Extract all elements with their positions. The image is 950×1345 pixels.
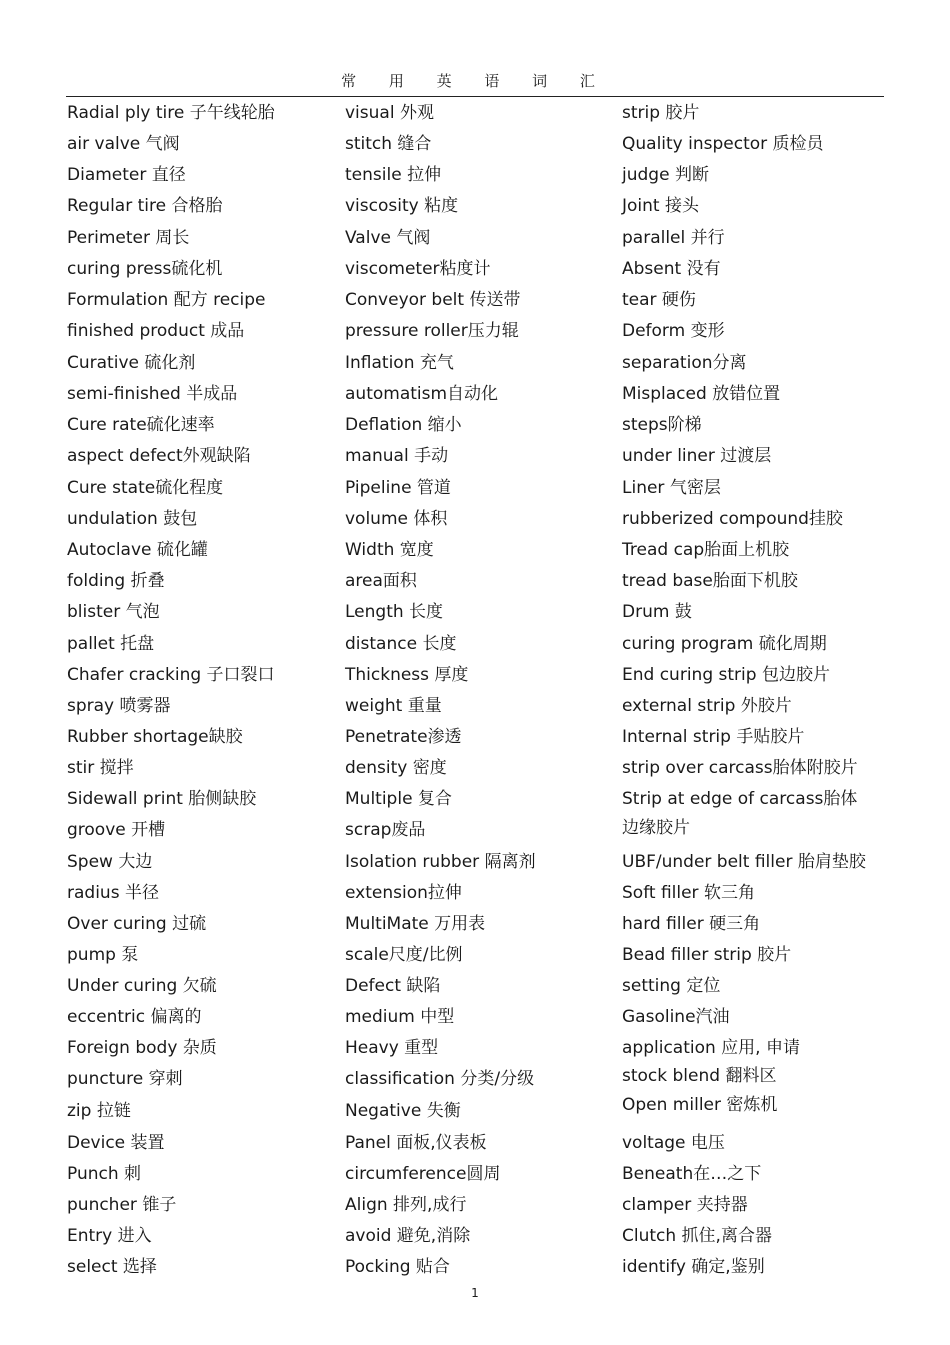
vocab-entry: Strip at edge of carcass胎体边缘胶片	[622, 789, 858, 838]
vocab-entry: tear 硬伤	[622, 290, 696, 310]
vocab-entry: Clutch 抓住,离合器	[622, 1226, 772, 1246]
vocab-entry: Under curing 欠硫	[67, 976, 217, 996]
vocab-entry: steps阶梯	[622, 415, 702, 435]
vocab-entry: Heavy 重型	[345, 1038, 439, 1058]
vocab-entry: aspect defect外观缺陷	[67, 446, 251, 466]
vocab-entry: Spew 大边	[67, 852, 153, 872]
vocab-entry: Inflation 充气	[345, 353, 454, 373]
vocab-entry: viscometer粘度计	[345, 259, 491, 279]
vocab-entry: stock blend 翻料区	[622, 1066, 777, 1086]
vocab-entry: Align 排列,成行	[345, 1195, 467, 1215]
vocab-entry: Bead filler strip 胶片	[622, 945, 792, 965]
vocab-entry: UBF/under belt filler 胎肩垫胶	[622, 852, 866, 872]
vocab-entry: external strip 外胶片	[622, 696, 792, 716]
vocab-entry: Perimeter 周长	[67, 228, 190, 248]
vocab-entry: Thickness 厚度	[345, 665, 469, 685]
vocab-entry: Over curing 过硫	[67, 914, 207, 934]
vocab-entry: weight 重量	[345, 696, 442, 716]
vocab-entry: groove 开槽	[67, 820, 166, 840]
vocab-entry: Length 长度	[345, 602, 444, 622]
vocab-entry: Isolation rubber 隔离剂	[345, 852, 536, 872]
vocab-entry: density 密度	[345, 758, 447, 778]
vocab-entry: MultiMate 万用表	[345, 914, 486, 934]
vocab-entry: spray 喷雾器	[67, 696, 171, 716]
vocab-entry: extension拉伸	[345, 883, 462, 903]
vocab-entry: undulation 鼓包	[67, 509, 198, 529]
vocab-entry: volume 体积	[345, 509, 448, 529]
vocab-entry: stitch 缝合	[345, 134, 432, 154]
vocab-entry: parallel 并行	[622, 228, 725, 248]
vocab-entry: separation分离	[622, 353, 747, 373]
vocab-entry: puncher 锥子	[67, 1195, 177, 1215]
vocab-entry: Valve 气阀	[345, 228, 431, 248]
vocab-entry: medium 中型	[345, 1007, 455, 1027]
vocab-entry: stir 搅拌	[67, 758, 134, 778]
page-number: 1	[471, 1286, 479, 1300]
vocab-entry: Deflation 缩小	[345, 415, 462, 435]
vocab-entry: Entry 进入	[67, 1226, 152, 1246]
vocab-entry: Formulation 配方 recipe	[67, 290, 266, 310]
vocab-entry: Penetrate渗透	[345, 727, 462, 747]
header-rule	[66, 96, 884, 97]
vocab-entry: Tread cap胎面上机胶	[622, 540, 790, 560]
vocab-entry: Autoclave 硫化罐	[67, 540, 208, 560]
vocab-entry: scale尺度/比例	[345, 945, 463, 965]
vocab-entry: Width 宽度	[345, 540, 434, 560]
vocab-entry: Internal strip 手贴胶片	[622, 727, 805, 747]
vocab-entry: distance 长度	[345, 634, 457, 654]
vocab-entry: semi-finished 半成品	[67, 384, 238, 404]
vocab-entry: Cure state硫化程度	[67, 478, 224, 498]
vocab-entry: radius 半径	[67, 883, 159, 903]
vocab-entry: select 选择	[67, 1257, 157, 1277]
vocab-entry: Open miller 密炼机	[622, 1095, 778, 1115]
vocab-entry: Chafer cracking 子口裂口	[67, 665, 275, 685]
vocab-entry: identify 确定,鉴别	[622, 1257, 765, 1277]
vocab-entry: strip 胶片	[622, 103, 700, 123]
vocab-entry: eccentric 偏离的	[67, 1007, 202, 1027]
vocab-entry: pump 泵	[67, 945, 139, 965]
vocab-entry: Drum 鼓	[622, 602, 692, 622]
vocab-entry: Liner 气密层	[622, 478, 721, 498]
vocab-entry: puncture 穿刺	[67, 1069, 183, 1089]
vocab-entry: tensile 拉伸	[345, 165, 442, 185]
vocab-entry: Sidewall print 胎侧缺胶	[67, 789, 257, 809]
page-header-title: 常 用 英 语 词 汇	[341, 72, 609, 90]
vocab-entry: circumference圆周	[345, 1164, 501, 1184]
vocab-entry: area面积	[345, 571, 417, 591]
vocab-entry: viscosity 粘度	[345, 196, 459, 216]
vocab-entry: Punch 刺	[67, 1164, 142, 1184]
vocab-entry: Deform 变形	[622, 321, 725, 341]
vocab-entry: Absent 没有	[622, 259, 721, 279]
vocab-entry: finished product 成品	[67, 321, 245, 341]
vocab-entry: pallet 托盘	[67, 634, 155, 654]
vocab-entry: Diameter 直径	[67, 165, 186, 185]
vocab-entry: application 应用, 申请	[622, 1038, 800, 1058]
vocab-entry: Joint 接头	[622, 196, 699, 216]
vocab-entry: under liner 过渡层	[622, 446, 772, 466]
vocab-entry: End curing strip 包边胶片	[622, 665, 830, 685]
vocab-entry: curing program 硫化周期	[622, 634, 827, 654]
vocab-entry: Negative 失衡	[345, 1101, 461, 1121]
vocab-entry: automatism自动化	[345, 384, 499, 404]
vocab-entry: pressure roller压力辊	[345, 321, 519, 341]
vocab-entry: Quality inspector 质检员	[622, 134, 824, 154]
vocab-entry: Misplaced 放错位置	[622, 384, 781, 404]
vocab-entry: tread base胎面下机胶	[622, 571, 798, 591]
vocab-entry: clamper 夹持器	[622, 1195, 748, 1215]
vocab-entry: hard filler 硬三角	[622, 914, 761, 934]
vocab-entry: Multiple 复合	[345, 789, 452, 809]
vocab-entry: Radial ply tire 子午线轮胎	[67, 103, 275, 123]
vocab-entry: Pipeline 管道	[345, 478, 451, 498]
vocab-entry: Rubber shortage缺胶	[67, 727, 243, 747]
vocab-entry: air valve 气阀	[67, 134, 180, 154]
vocab-entry: Gasoline汽油	[622, 1007, 730, 1027]
vocab-entry: judge 判断	[622, 165, 709, 185]
vocab-entry: setting 定位	[622, 976, 721, 996]
vocab-entry: folding 折叠	[67, 571, 165, 591]
vocab-entry: rubberized compound挂胶	[622, 509, 843, 529]
vocab-entry: Beneath在…之下	[622, 1164, 762, 1184]
vocab-entry: blister 气泡	[67, 602, 160, 622]
vocab-entry: Pocking 贴合	[345, 1257, 450, 1277]
vocab-entry: Curative 硫化剂	[67, 353, 196, 373]
vocab-entry: Cure rate硫化速率	[67, 415, 215, 435]
vocab-entry: Panel 面板,仪表板	[345, 1133, 487, 1153]
vocab-entry: avoid 避免,消除	[345, 1226, 471, 1246]
vocab-entry: scrap废品	[345, 820, 426, 840]
vocab-entry: Conveyor belt 传送带	[345, 290, 521, 310]
vocab-entry: Soft filler 软三角	[622, 883, 755, 903]
vocab-entry: voltage 电压	[622, 1133, 725, 1153]
vocab-entry: strip over carcass胎体附胶片	[622, 758, 858, 778]
vocab-entry: classification 分类/分级	[345, 1069, 535, 1089]
vocab-entry: zip 拉链	[67, 1101, 131, 1121]
vocab-entry: visual 外观	[345, 103, 434, 123]
vocab-entry: Device 装置	[67, 1133, 165, 1153]
vocab-entry: Foreign body 杂质	[67, 1038, 217, 1058]
vocab-entry: Defect 缺陷	[345, 976, 441, 996]
vocab-entry: manual 手动	[345, 446, 449, 466]
vocab-entry: Regular tire 合格胎	[67, 196, 223, 216]
vocab-entry: curing press硫化机	[67, 259, 223, 279]
